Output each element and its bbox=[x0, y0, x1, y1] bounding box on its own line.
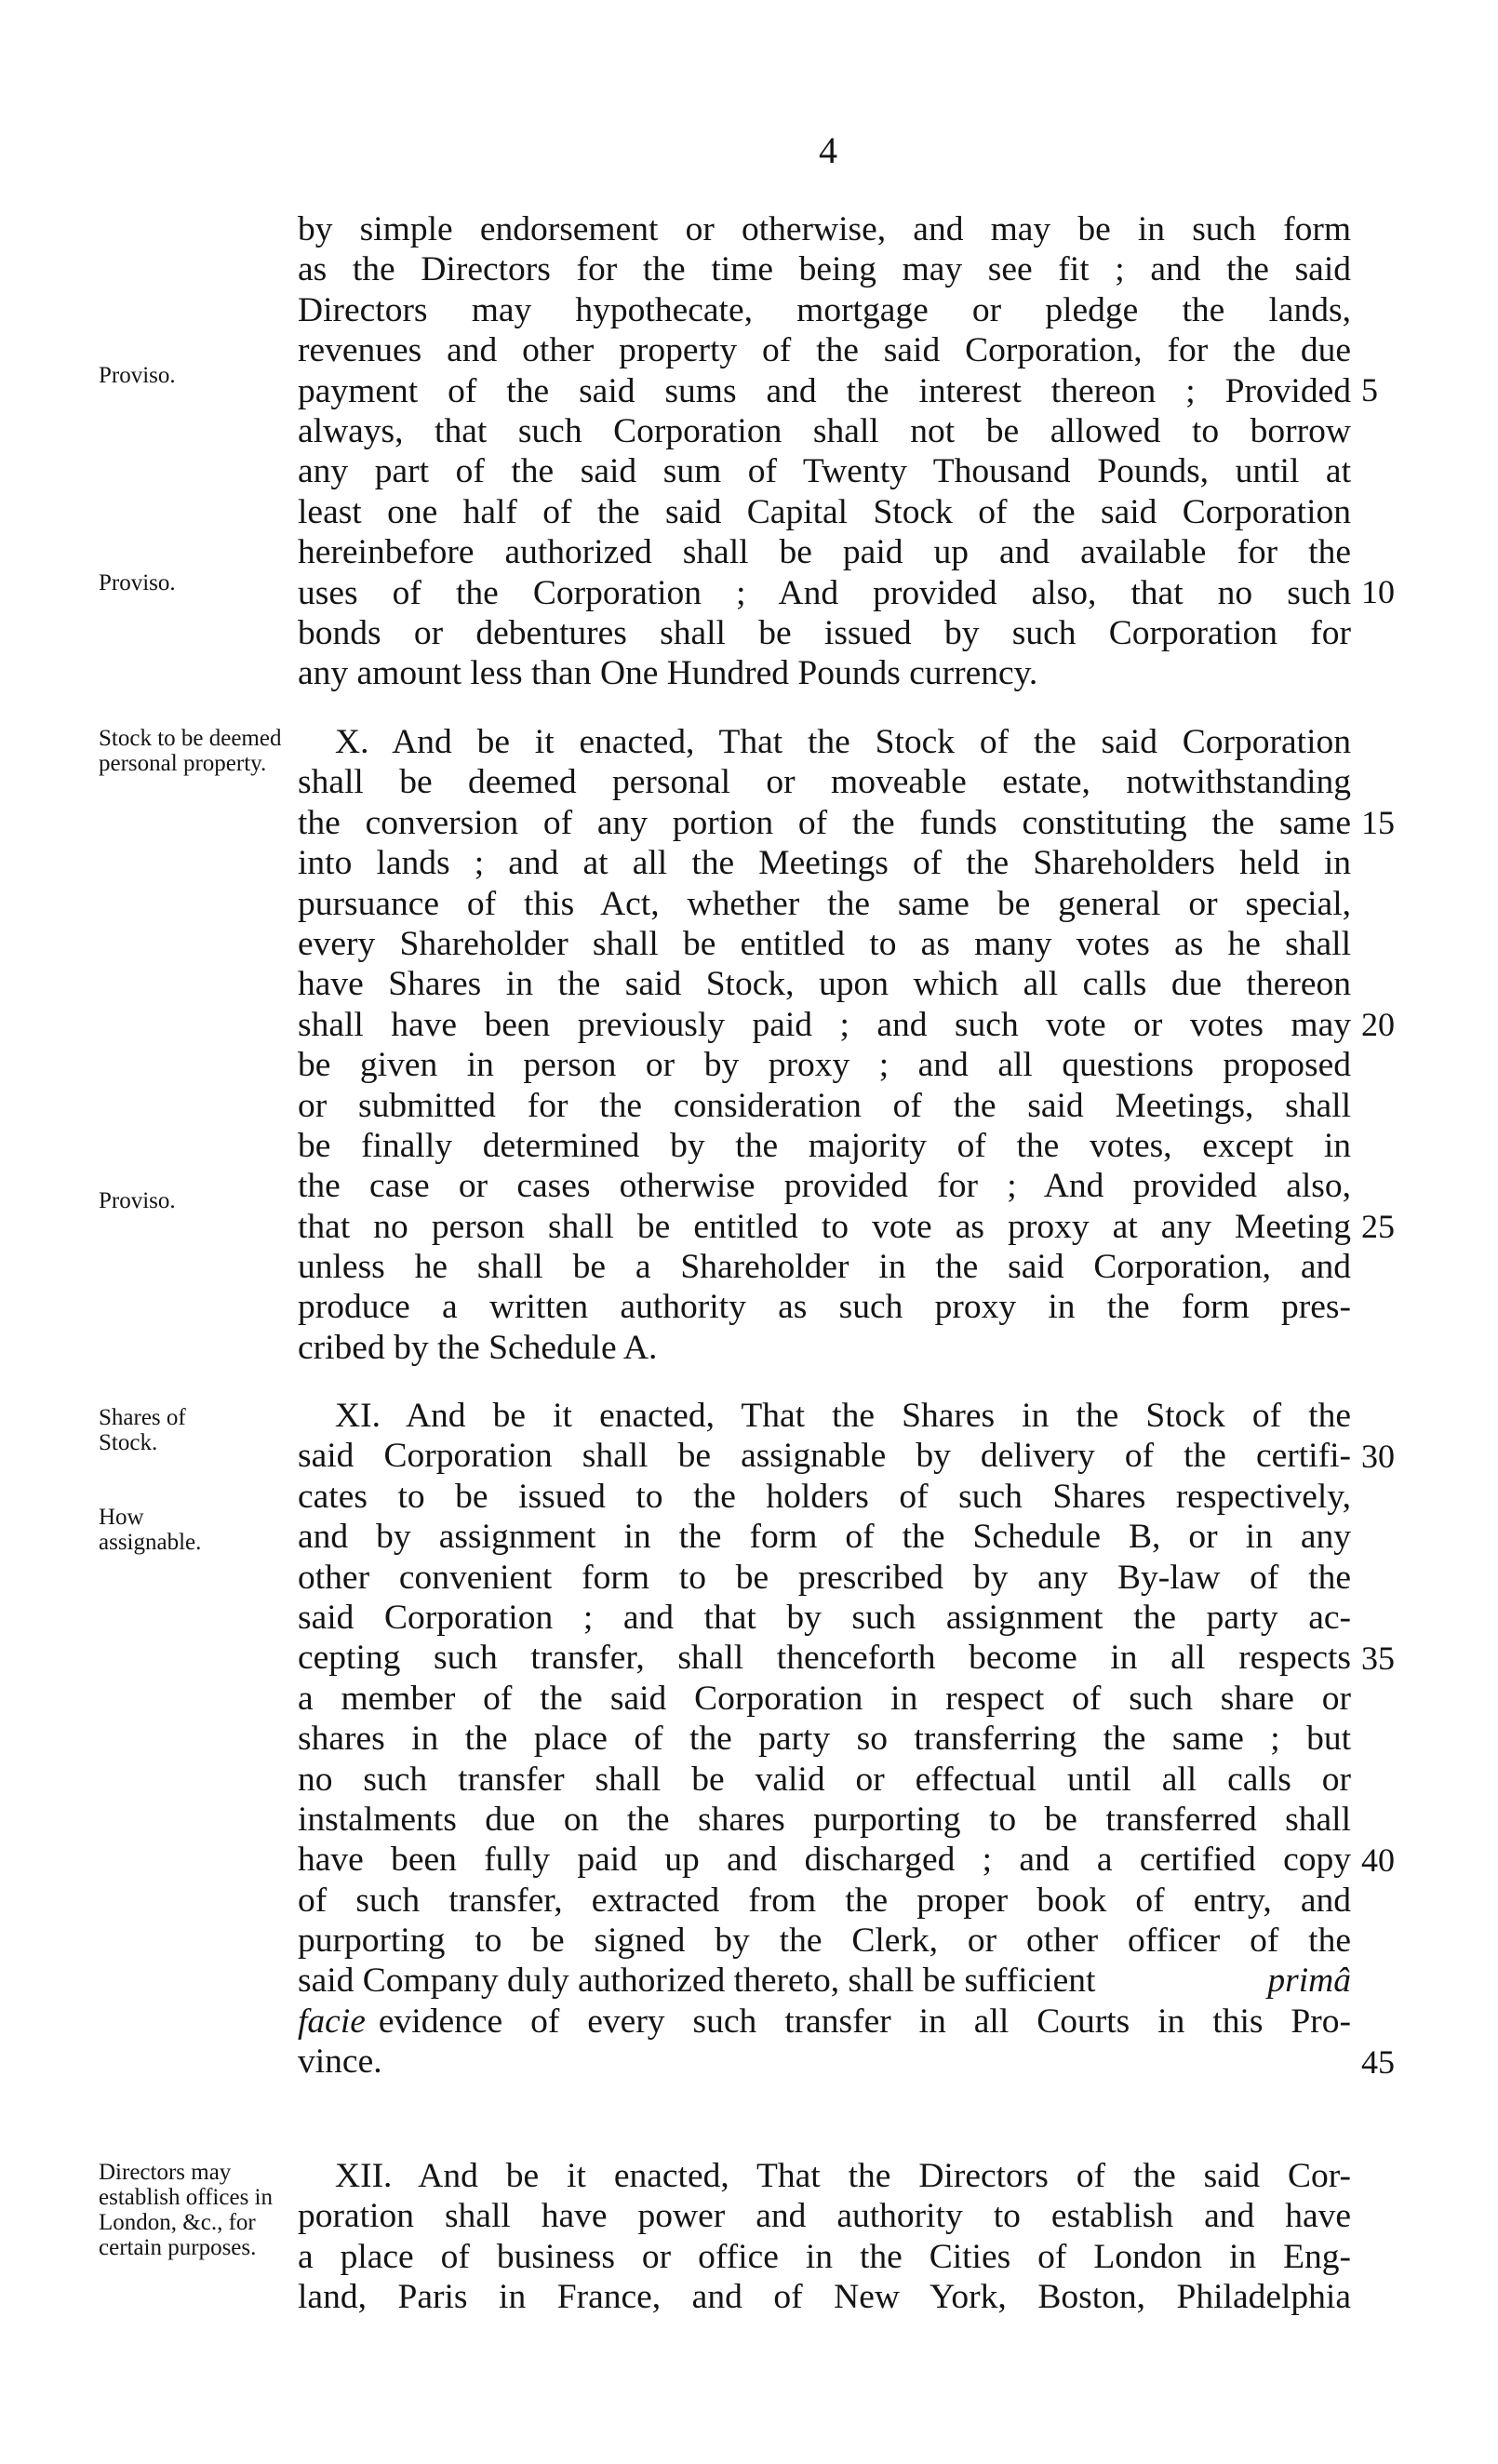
text-line: cates to be issued to the holders of such Shares respectively, bbox=[298, 1477, 1351, 1516]
line-number: 45 bbox=[1361, 2043, 1395, 2081]
line-number: 30 bbox=[1361, 1438, 1395, 1475]
text-line: the case or cases otherwise provided for ; And provided also, bbox=[298, 1167, 1351, 1206]
line-number: 15 bbox=[1361, 804, 1395, 841]
text-line: no such transfer shall be valid or effectual until all calls or bbox=[298, 1760, 1351, 1799]
margin-note: Proviso. bbox=[99, 363, 176, 388]
text-line: the conversion of any portion of the funds constituting the same bbox=[298, 803, 1351, 842]
text-line: every Shareholder shall be entitled to as many votes as he shall bbox=[298, 924, 1351, 963]
italic-term: primâ bbox=[1267, 1962, 1351, 2001]
text-line: vince. bbox=[298, 2042, 382, 2082]
text-line: any part of the said sum of Twenty Thousand Pounds, until at bbox=[298, 452, 1351, 491]
text-line: of such transfer, extracted from the proper book of entry, and bbox=[298, 1881, 1351, 1920]
text-line: have been fully paid up and discharged ; and a certified copy bbox=[298, 1841, 1351, 1880]
text-line: instalments due on the shares purporting to be transferred shall bbox=[298, 1800, 1351, 1839]
text-line bbox=[298, 1961, 1351, 2001]
line-number: 25 bbox=[1361, 1208, 1395, 1245]
text-line: payment of the said sums and the interest thereon ; Provided bbox=[298, 371, 1351, 410]
page-number: 4 bbox=[819, 129, 837, 171]
text-line: XI. And be it enacted, That the Shares in the Stock of the bbox=[335, 1397, 1351, 1435]
line-number: 35 bbox=[1361, 1640, 1395, 1677]
line-number: 20 bbox=[1361, 1006, 1395, 1043]
text-line: uses of the Corporation ; And provided also, that no such bbox=[298, 573, 1351, 612]
text-line: a member of the said Corporation in respect of such share or bbox=[298, 1679, 1351, 1718]
text-line: shares in the place of the party so transferring the same ; but bbox=[298, 1720, 1351, 1759]
margin-note: Directors may establish offices in London, &c., for certain purposes. bbox=[99, 2160, 273, 2260]
text-line: always, that such Corporation shall not be allowed to borrow bbox=[298, 411, 1351, 450]
text-line: produce a written authority as such proxy in the form pres- bbox=[298, 1288, 1351, 1327]
text-line: pursuance of this Act, whether the same be general or special, bbox=[298, 884, 1351, 923]
text-line: revenues and other property of the said Corporation, for the due bbox=[298, 331, 1351, 370]
text-line: shall be deemed personal or moveable estate, notwithstanding bbox=[298, 763, 1351, 802]
margin-note: Stock to be deemed personal property. bbox=[99, 726, 282, 776]
text-line: as the Directors for the time being may see fit ; and the said bbox=[298, 250, 1351, 289]
text-line: a place of business or office in the Cities of London in Eng- bbox=[298, 2237, 1351, 2276]
text-line: cribed by the Schedule A. bbox=[298, 1328, 658, 1367]
italic-term: facie bbox=[298, 2002, 366, 2041]
text-line: said Corporation shall be assignable by delivery of the certifi- bbox=[298, 1437, 1351, 1476]
margin-note: Proviso. bbox=[99, 570, 176, 596]
section-xii bbox=[298, 2156, 1351, 2318]
section-xi bbox=[298, 1396, 1351, 2082]
text-line: land, Paris in France, and of New York, Boston, Philadelphia bbox=[298, 2278, 1351, 2317]
text-line: hereinbefore authorized shall be paid up and available for the bbox=[298, 533, 1351, 572]
line-number: 40 bbox=[1361, 1841, 1395, 1879]
text-line: X. And be it enacted, That the Stock of the said Corporation bbox=[335, 723, 1351, 761]
paragraph-continuation bbox=[298, 209, 1351, 694]
text-line: by simple endorsement or otherwise, and may be in such form bbox=[298, 210, 1351, 248]
text-line: purporting to be signed by the Clerk, or other officer of the bbox=[298, 1922, 1351, 1961]
line-number: 10 bbox=[1361, 573, 1395, 610]
text-line: least one half of the said Capital Stock of the said Corporation bbox=[298, 492, 1351, 531]
text-line-part: evidence of every such transfer in all Courts in this Pro- bbox=[378, 2002, 1351, 2041]
text-line: said Corporation ; and that by such assignment the party ac- bbox=[298, 1598, 1351, 1637]
text-line: shall have been previously paid ; and such vote or votes may bbox=[298, 1005, 1351, 1044]
text-line: bonds or debentures shall be issued by such Corporation for bbox=[298, 613, 1351, 652]
text-line: or submitted for the consideration of the said Meetings, shall bbox=[298, 1086, 1351, 1125]
text-line: be given in person or by proxy ; and all questions proposed bbox=[298, 1046, 1351, 1085]
text-line: be finally determined by the majority of the votes, except in bbox=[298, 1126, 1351, 1165]
margin-note: Proviso. bbox=[99, 1188, 176, 1213]
text-line: poration shall have power and authority to establish and have bbox=[298, 2197, 1351, 2236]
text-line-part: said Company duly authorized thereto, shall be sufficient bbox=[298, 1962, 1096, 2001]
section-x bbox=[298, 722, 1351, 1368]
text-line: have Shares in the said Stock, upon which all calls due thereon bbox=[298, 965, 1351, 1004]
text-line: unless he shall be a Shareholder in the said Corporation, and bbox=[298, 1248, 1351, 1287]
text-line: into lands ; and at all the Meetings of the Shareholders held in bbox=[298, 844, 1351, 883]
text-line: XII. And be it enacted, That the Directors of the said Cor- bbox=[335, 2157, 1351, 2195]
text-line: other convenient form to be prescribed by any By-law of the bbox=[298, 1558, 1351, 1597]
text-line: Directors may hypothecate, mortgage or pledge the lands, bbox=[298, 290, 1351, 329]
margin-note: Shares of Stock. bbox=[99, 1405, 186, 1455]
text-line: that no person shall be entitled to vote as proxy at any Meeting bbox=[298, 1207, 1351, 1246]
text-line: cepting such transfer, shall thenceforth become in all respects bbox=[298, 1639, 1351, 1678]
margin-note: How assignable. bbox=[99, 1505, 202, 1555]
line-number: 5 bbox=[1361, 371, 1378, 408]
text-line: any amount less than One Hundred Pounds currency. bbox=[298, 654, 1038, 693]
text-line bbox=[298, 2002, 1351, 2042]
text-line: and by assignment in the form of the Schedule B, or in any bbox=[298, 1518, 1351, 1557]
